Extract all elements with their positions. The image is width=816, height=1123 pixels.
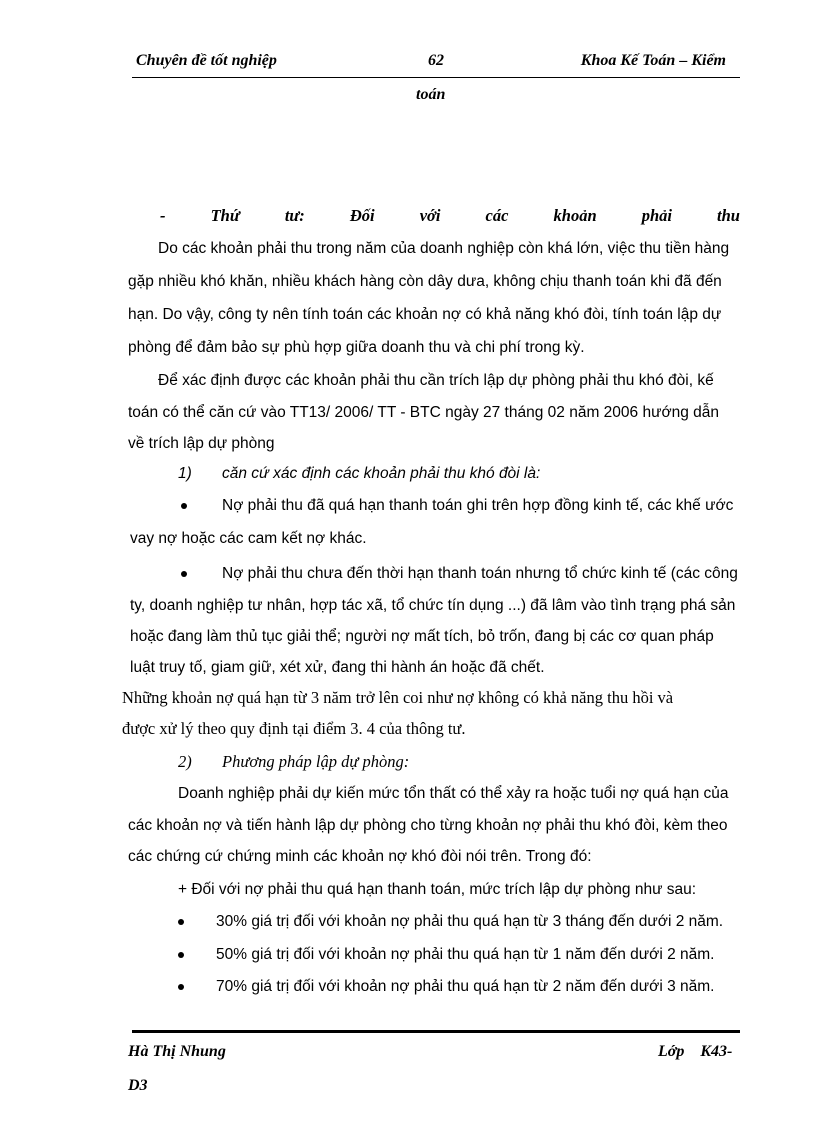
heading-word: thu: [717, 206, 740, 225]
header-faculty-continued: toán: [416, 86, 446, 103]
bullet-icon: [178, 984, 184, 990]
heading-word: với: [419, 206, 441, 225]
paragraph-line: Do các khoản phải thu trong năm của doanh nghiệp còn khá lớn, việc thu tiền hàng: [158, 240, 730, 257]
bullet-icon: [181, 503, 187, 509]
footer-class: Lớp K43-: [658, 1043, 733, 1060]
footer-rule: [132, 1030, 740, 1033]
paragraph-line: về trích lập dự phòng: [128, 435, 275, 452]
provision-rate: 50% giá trị đối với khoản nợ phải thu quá hạn từ 1 năm đến dưới 2 năm.: [216, 946, 715, 963]
bullet-line: ty, doanh nghiệp tư nhân, hợp tác xã, tổ chức tín dụng ...) đã lâm vào tình trạng phá sản: [130, 597, 736, 614]
heading-word: Đối: [349, 206, 375, 225]
paragraph-line: toán có thể căn cứ vào TT13/ 2006/ TT - BTC ngày 27 tháng 02 năm 2006 hướng dẫn: [128, 404, 720, 421]
paragraph-line: Doanh nghiệp phải dự kiến mức tổn thất có thể xảy ra hoặc tuổi nợ quá hạn của: [178, 785, 729, 802]
header-thesis-title: Chuyên đề tốt nghiệp: [136, 52, 277, 69]
bullet-line: hoặc đang làm thủ tục giải thể; người nợ mất tích, bỏ trốn, đang bị các cơ quan pháp: [130, 628, 714, 645]
bullet-icon: [178, 919, 184, 925]
provision-rate: 70% giá trị đối với khoản nợ phải thu quá hạn từ 2 năm đến dưới 3 năm.: [216, 978, 715, 995]
heading-word: phải: [641, 206, 672, 225]
bullet-line: Nợ phải thu đã quá hạn thanh toán ghi trên hợp đồng kinh tế, các khế ước: [222, 497, 734, 514]
header-rule: [132, 77, 740, 78]
header-faculty: Khoa Kế Toán – Kiểm: [580, 52, 726, 69]
bullet-line: vay nợ hoặc các cam kết nợ khác.: [130, 530, 367, 547]
heading-dash: -: [160, 206, 166, 225]
section-title: Phương pháp lập dự phòng:: [222, 752, 410, 771]
heading-word: khoản: [553, 206, 597, 225]
bullet-icon: [181, 571, 187, 577]
paragraph-line: Để xác định được các khoản phải thu cần trích lập dự phòng phải thu khó đòi, kế: [158, 372, 714, 389]
provision-rate: 30% giá trị đối với khoản nợ phải thu quá hạn từ 3 tháng đến dưới 2 năm.: [216, 913, 724, 930]
heading-word: tư:: [284, 206, 305, 225]
section-heading: [160, 206, 740, 226]
heading-word: các: [485, 206, 509, 225]
paragraph-line: phòng để đảm bảo sự phù hợp giữa doanh thu và chi phí trong kỳ.: [128, 339, 585, 356]
paragraph-line: gặp nhiều khó khăn, nhiều khách hàng còn dây dưa, không chịu thanh toán khi đã đến: [128, 273, 722, 290]
note-line: được xử lý theo quy định tại điểm 3. 4 của thông tư.: [122, 719, 466, 738]
bullet-line: luật truy tố, giam giữ, xét xử, đang thi hành án hoặc đã chết.: [130, 659, 545, 676]
section-number: 2): [178, 752, 192, 771]
provision-intro: + Đối với nợ phải thu quá hạn thanh toán, mức trích lập dự phòng như sau:: [178, 881, 697, 898]
note-line: Những khoản nợ quá hạn từ 3 năm trở lên coi như nợ không có khả năng thu hồi và: [122, 688, 674, 707]
footer-class-continued: D3: [128, 1077, 148, 1094]
paragraph-line: các chứng cứ chứng minh các khoản nợ khó đòi nói trên. Trong đó:: [128, 848, 592, 865]
section-title: căn cứ xác định các khoản phải thu khó đòi là:: [222, 465, 541, 482]
heading-word: Thứ: [210, 206, 240, 225]
paragraph-line: hạn. Do vậy, công ty nên tính toán các khoản nợ có khả năng khó đòi, tính toán lập dự: [128, 306, 722, 323]
footer-author: Hà Thị Nhung: [128, 1043, 226, 1060]
header-page-number: 62: [428, 52, 444, 69]
section-number: 1): [178, 465, 192, 482]
bullet-line: Nợ phải thu chưa đến thời hạn thanh toán nhưng tổ chức kinh tế (các công: [222, 565, 738, 582]
paragraph-line: các khoản nợ và tiến hành lập dự phòng cho từng khoản nợ phải thu khó đòi, kèm theo: [128, 817, 728, 834]
bullet-icon: [178, 952, 184, 958]
